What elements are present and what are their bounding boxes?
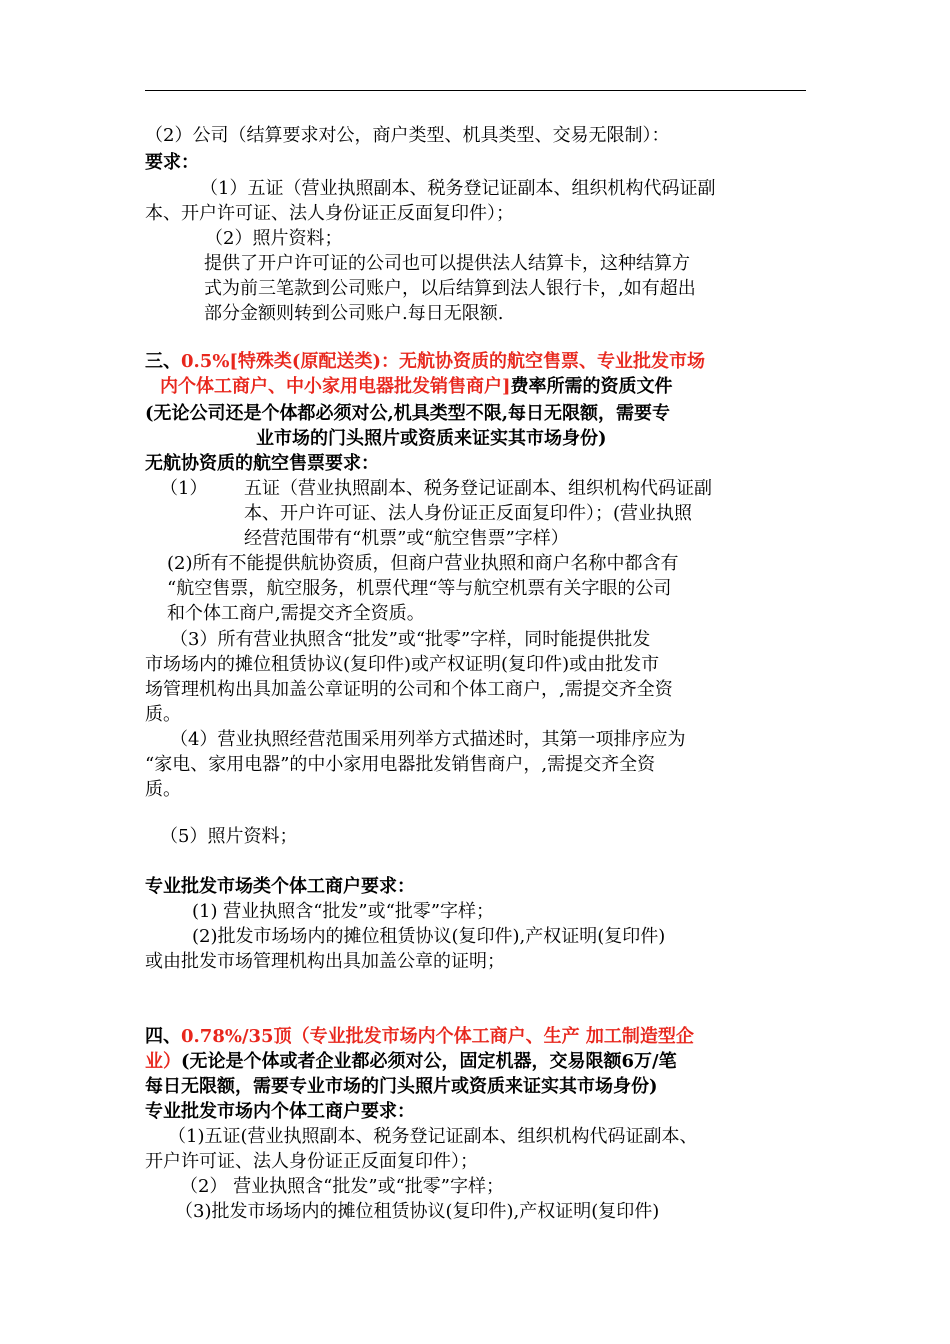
section-3-rate-title-cont: 内个体工商户、中小家用电器批发销售商户] bbox=[160, 376, 511, 397]
section-4-number: 四、 bbox=[145, 1026, 181, 1047]
air-item-1: 五证（营业执照副本、税务登记证副本、组织机构代码证副 bbox=[244, 478, 712, 499]
section-4-heading bbox=[145, 1025, 694, 1049]
air-item-1-cont-1: 本、开户许可证、法人身份证正反面复印件）；(营业执照 bbox=[244, 503, 693, 524]
air-item-4-cont-2: 质。 bbox=[145, 779, 181, 800]
company-note-line-2: 式为前三笔款到公司账户，以后结算到法人银行卡，,如有超出 bbox=[204, 278, 696, 299]
air-ticket-heading: 无航协资质的航空售票要求： bbox=[145, 453, 379, 474]
wholesale-item-1: (1) 营业执照含“批发”或“批零”字样； bbox=[192, 901, 495, 922]
section-4-conditions: (无论是个体或者企业都必须对公，固定机器，交易限额6万/笔 bbox=[181, 1051, 677, 1072]
air-item-2-cont-1: “航空售票，航空服务，机票代理“等与航空机票有关字眼的公司 bbox=[167, 578, 672, 599]
air-item-2: (2)所有不能提供航协资质，但商户营业执照和商户名称中都含有 bbox=[167, 553, 679, 574]
section-4-subheading: 专业批发市场内个体工商户要求： bbox=[145, 1101, 415, 1122]
header-rule bbox=[145, 90, 806, 91]
company-item-1-cont: 本、开户许可证、法人身份证正反面复印件）； bbox=[145, 203, 514, 224]
company-item-1: （1）五证（营业执照副本、税务登记证副本、组织机构代码证副 bbox=[200, 178, 716, 199]
section-3-conditions-cont: 业市场的门头照片或资质来证实其市场身份) bbox=[256, 428, 607, 449]
company-item-2: （2）照片资料； bbox=[205, 228, 343, 249]
company-heading: （2）公司（结算要求对公，商户类型、机具类型、交易无限制）： bbox=[145, 125, 670, 146]
wholesale-item-2: (2)批发市场场内的摊位租赁协议(复印件),产权证明(复印件) bbox=[192, 926, 666, 947]
company-note-line-1: 提供了开户许可证的公司也可以提供法人结算卡，这种结算方 bbox=[204, 253, 690, 274]
air-item-5: （5）照片资料； bbox=[160, 826, 298, 847]
section-3-rate-title: 0.5%[特殊类(原配送类)：无航协资质的航空售票、专业批发市场 bbox=[181, 351, 705, 372]
air-item-3-cont-1: 市场场内的摊位租赁协议(复印件)或产权证明(复印件)或由批发市 bbox=[145, 654, 660, 675]
section-4-rate-title: 0.78%/35顶（专业批发市场内个体工商户、生产 加工制造型企 bbox=[181, 1026, 694, 1047]
section-4-item-1-cont: 开户许可证、法人身份证正反面复印件）； bbox=[145, 1151, 478, 1172]
air-item-3-cont-3: 质。 bbox=[145, 704, 181, 725]
air-item-1-number: （1） bbox=[160, 478, 208, 499]
section-4-item-1: （1)五证(营业执照副本、税务登记证副本、组织机构代码证副本、 bbox=[168, 1126, 698, 1147]
section-3-heading bbox=[145, 350, 705, 374]
air-item-1-cont-2: 经营范围带有“机票”或“航空售票”字样） bbox=[244, 528, 569, 549]
section-4-heading-cont bbox=[145, 1050, 677, 1074]
air-item-4: （4）营业执照经营范围采用列举方式描述时，其第一项排序应为 bbox=[170, 729, 686, 750]
section-4-rate-title-cont: 业） bbox=[145, 1051, 181, 1072]
wholesale-item-2-cont: 或由批发市场管理机构出具加盖公章的证明； bbox=[145, 951, 505, 972]
company-note-line-3: 部分金额则转到公司账户.每日无限额. bbox=[204, 303, 504, 324]
air-item-3-cont-2: 场管理机构出具加盖公章证明的公司和个体工商户，,需提交齐全资 bbox=[145, 679, 673, 700]
air-item-2-cont-2: 和个体工商户,需提交齐全资质。 bbox=[167, 603, 425, 624]
section-3-heading-cont bbox=[160, 375, 673, 399]
section-3-title-end: 费率所需的资质文件 bbox=[510, 376, 673, 397]
section-4-item-2: （2） 营业执照含“批发”或“批零”字样； bbox=[180, 1176, 504, 1197]
section-3-number: 三、 bbox=[145, 351, 181, 372]
requirements-heading: 要求： bbox=[145, 152, 199, 173]
air-item-3: （3）所有营业执照含“批发”或“批零”字样，同时能提供批发 bbox=[170, 629, 651, 650]
wholesale-heading: 专业批发市场类个体工商户要求： bbox=[145, 876, 415, 897]
section-4-item-3: （3)批发市场场内的摊位租赁协议(复印件),产权证明(复印件) bbox=[175, 1201, 660, 1222]
section-4-conditions-cont: 每日无限额，需要专业市场的门头照片或资质来证实其市场身份) bbox=[145, 1076, 658, 1097]
section-3-conditions: (无论公司还是个体都必须对公,机具类型不限,每日无限额，需要专 bbox=[145, 403, 671, 424]
air-item-4-cont-1: “家电、家用电器”的中小家用电器批发销售商户，,需提交齐全资 bbox=[145, 754, 656, 775]
